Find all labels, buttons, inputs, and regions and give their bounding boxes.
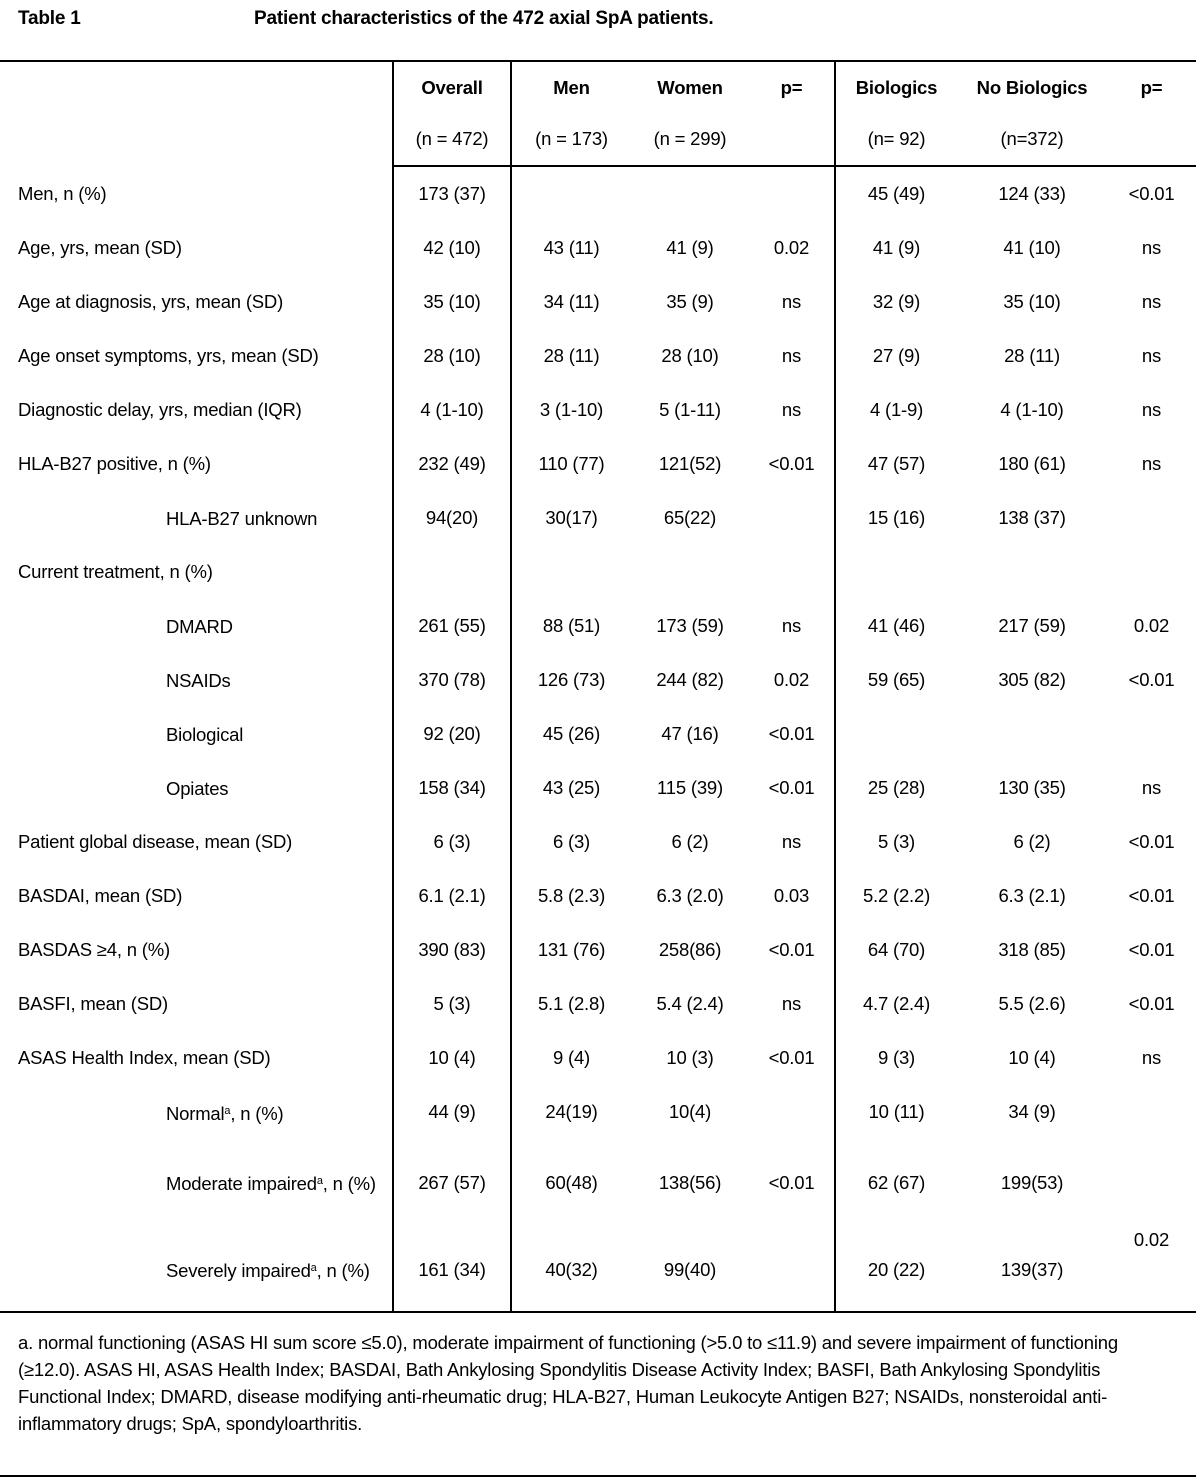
table-cell: 43 (11) (511, 221, 631, 275)
row-label (0, 1226, 393, 1313)
table-cell: 5.2 (2.2) (835, 869, 957, 923)
table-cell: 318 (85) (998, 939, 1066, 960)
table-cell: <0.01 (768, 723, 815, 744)
table-cell: 6.3 (2.0) (656, 885, 724, 906)
column-header: Men (511, 62, 631, 113)
table-cell: 10 (11) (835, 1085, 957, 1139)
table-cell: 34 (9) (1008, 1101, 1056, 1122)
table-cell: 121(52) (658, 453, 722, 474)
header-blank (0, 62, 393, 113)
table-cell: 15 (16) (835, 491, 957, 545)
table-cell: 138 (37) (998, 507, 1066, 528)
table-cell: 5 (3) (393, 977, 511, 1031)
table-row (0, 1085, 1196, 1139)
row-label: Men, n (%) (18, 182, 107, 204)
table-cell: 158 (34) (393, 761, 511, 815)
table-cell (511, 545, 631, 599)
table-cell: ns (1141, 345, 1162, 366)
footnote-marker: a (316, 1175, 323, 1187)
table-cell (957, 707, 1107, 761)
table-row (0, 1139, 1196, 1226)
table-cell: 173 (37) (393, 166, 511, 221)
row-label-part: Moderate impaired (166, 1173, 317, 1194)
column-n: (n= 92) (835, 113, 957, 166)
table-cell: 28 (11) (511, 329, 631, 383)
table-row (0, 707, 1196, 761)
table-cell: ns (781, 399, 802, 420)
table-row (0, 491, 1196, 545)
table-cell: 45 (26) (511, 707, 631, 761)
table-row (0, 653, 1196, 707)
row-label: BASDAI, mean (SD) (18, 885, 183, 906)
table-cell: 124 (33) (998, 183, 1066, 204)
table-cell: 28 (10) (393, 329, 511, 383)
table-cell (835, 545, 957, 599)
row-label: Age at diagnosis, yrs, mean (SD) (18, 291, 284, 312)
table-cell (1107, 545, 1196, 599)
table-cell: 41 (10) (1003, 237, 1061, 258)
table-cell: 4 (1-10) (1000, 399, 1064, 420)
table-cell: 88 (51) (511, 599, 631, 653)
table-cell: 5 (3) (835, 815, 957, 869)
column-header: No Biologics (976, 76, 1088, 98)
table-row (0, 437, 1196, 491)
table-cell: <0.01 (1128, 831, 1175, 852)
table-cell: 5.5 (2.6) (998, 993, 1066, 1014)
table-cell: 43 (25) (511, 761, 631, 815)
table-cell: ns (781, 291, 802, 312)
table-cell: ns (781, 831, 802, 852)
table-cell (511, 166, 631, 221)
table-cell: 5.1 (2.8) (511, 977, 631, 1031)
patient-characteristics-table (0, 62, 1196, 1313)
table-cell: 131 (76) (511, 923, 631, 977)
row-label: Patient global disease, mean (SD) (18, 831, 293, 852)
table-cell: 92 (20) (393, 707, 511, 761)
table-cell (835, 707, 957, 761)
table-cell: <0.01 (1128, 669, 1175, 690)
table-cell: 35 (9) (666, 291, 714, 312)
row-label-part: , n (%) (230, 1102, 284, 1124)
table-cell: 94(20) (393, 491, 511, 545)
column-header: p= (780, 76, 803, 98)
table-cell: 41 (9) (666, 237, 714, 258)
table-number: Table 1 (18, 8, 81, 29)
table-cell: ns (781, 993, 802, 1014)
column-n (749, 113, 835, 166)
table-cell (749, 1226, 835, 1313)
table-cell (1107, 707, 1196, 761)
row-label: Age, yrs, mean (SD) (18, 237, 182, 258)
table-cell: 28 (11) (1004, 345, 1060, 366)
table-cell: 44 (9) (393, 1085, 511, 1139)
table-cell: <0.01 (1128, 993, 1175, 1014)
footnote-bottom-rule (0, 1475, 1196, 1477)
table-cell: 9 (3) (835, 1031, 957, 1085)
header-row (0, 62, 1196, 113)
table-cell: 126 (73) (511, 653, 631, 707)
table-cell: ns (1141, 291, 1162, 312)
table-row (0, 923, 1196, 977)
p-value-cell: 0.02 (1133, 1229, 1170, 1250)
column-n (1107, 113, 1196, 166)
header-row (0, 113, 1196, 166)
row-label: Current treatment, n (%) (18, 561, 213, 582)
footnote-marker: a (310, 1262, 317, 1274)
table-cell: ns (1141, 399, 1162, 420)
table-cell: ns (781, 345, 802, 366)
table-cell: 267 (57) (393, 1139, 511, 1226)
table-cell: 115 (39) (657, 777, 723, 798)
table-cell (749, 545, 835, 599)
row-label-part: Normal (166, 1102, 225, 1124)
table-cell: 138(56) (658, 1171, 722, 1193)
table-row (0, 869, 1196, 923)
table-cell: 0.02 (773, 669, 810, 690)
table-cell: 35 (10) (1003, 291, 1061, 312)
table-row (0, 329, 1196, 383)
table-row (0, 545, 1196, 599)
header-blank (0, 113, 393, 166)
table-cell: 41 (9) (835, 221, 957, 275)
table-row (0, 1226, 1196, 1313)
row-label: HLA-B27 positive, n (%) (18, 453, 211, 474)
table-title: Patient characteristics of the 472 axial SpA patients. (254, 8, 714, 29)
table-row (0, 275, 1196, 329)
table-cell: 180 (61) (998, 453, 1066, 474)
table-cell: 27 (9) (835, 329, 957, 383)
table-cell: 9 (4) (511, 1031, 631, 1085)
row-label: ASAS Health Index, mean (SD) (18, 1047, 271, 1068)
table-cell: 370 (78) (393, 653, 511, 707)
table-cell (631, 166, 749, 221)
table-cell: 139(37) (1000, 1258, 1064, 1280)
table-cell: 60(48) (511, 1139, 631, 1226)
row-label: DMARD (166, 615, 233, 637)
table-cell: 24(19) (511, 1085, 631, 1139)
table-cell: 258(86) (658, 939, 722, 960)
table-cell: 4 (1-10) (393, 383, 511, 437)
table-cell: 390 (83) (393, 923, 511, 977)
row-label (0, 1139, 393, 1226)
table-cell: 6 (2) (1013, 831, 1051, 852)
table-cell: 99(40) (663, 1258, 717, 1280)
footnote-marker: a (224, 1104, 231, 1117)
table-cell: ns (1141, 777, 1162, 798)
table-cell (749, 491, 835, 545)
table-cell: 5.8 (2.3) (511, 869, 631, 923)
table-cell: 25 (28) (835, 761, 957, 815)
table-cell: 5 (1-11) (659, 399, 721, 420)
table-row (0, 166, 1196, 221)
table-cell: 6 (3) (511, 815, 631, 869)
table-cell: 6 (3) (393, 815, 511, 869)
column-header: Overall (393, 62, 511, 113)
table-cell: <0.01 (768, 453, 815, 474)
table-cell: 199(53) (1000, 1171, 1064, 1193)
row-label: BASFI, mean (SD) (18, 993, 168, 1014)
table-cell: 59 (65) (835, 653, 957, 707)
table-cell: ns (1141, 1047, 1162, 1068)
table-row (0, 1031, 1196, 1085)
footnote: a. normal functioning (ASAS HI sum score ≤5.0), moderate impairment of functioning (>5.0 to ≤11.9) and severe impairment of functioning (≥12.0). ASAS HI, ASAS Health Index; BASDAI, Bath Ankylosing Spondylitis Disease Activity Index; BASFI, Bath Ankylosing Spondylitis Functional Index; DMARD, disease modifying anti-rheumatic drug; HLA-B27, Human Leukocyte Antigen B27; NSAIDs, nonsteroidal anti-inflammatory drugs; SpA, spondyloarthritis. (18, 1332, 1118, 1434)
table-cell (749, 166, 835, 221)
table-cell: 62 (67) (835, 1139, 957, 1226)
table-cell: 161 (34) (393, 1226, 511, 1313)
row-label: Diagnostic delay, yrs, median (IQR) (18, 399, 302, 420)
table-cell: 20 (22) (835, 1226, 957, 1313)
table-cell: <0.01 (768, 777, 815, 798)
table-cell: 35 (10) (393, 275, 511, 329)
table-cell: 40(32) (511, 1226, 631, 1313)
row-label: NSAIDs (166, 669, 231, 691)
table-cell: 32 (9) (835, 275, 957, 329)
table-cell: 10 (3) (666, 1047, 714, 1068)
table-cell: 130 (35) (998, 777, 1066, 798)
table-cell (749, 1085, 835, 1139)
table-cell (957, 545, 1107, 599)
row-label-part: , n (%) (316, 1260, 370, 1281)
table-cell: ns (1141, 237, 1162, 258)
column-n: (n = 472) (393, 113, 511, 166)
table-cell: <0.01 (768, 1047, 815, 1068)
table-row (0, 599, 1196, 653)
column-header: p= (1140, 76, 1163, 98)
table-cell: 42 (10) (393, 221, 511, 275)
column-header: Women (657, 76, 723, 98)
table-cell: 34 (11) (511, 275, 631, 329)
table-cell: 28 (10) (661, 345, 719, 366)
table-cell (1107, 491, 1196, 545)
table-cell: 110 (77) (511, 437, 631, 491)
row-label: Opiates (166, 777, 229, 799)
table-cell: <0.01 (768, 1171, 815, 1193)
row-label: HLA-B27 unknown (166, 507, 318, 529)
table-cell: <0.01 (1128, 183, 1175, 204)
table-cell: 47 (57) (835, 437, 957, 491)
table-cell: 65(22) (663, 507, 717, 528)
table-cell (1107, 1085, 1196, 1139)
column-n: (n=372) (957, 113, 1107, 166)
column-n: (n = 173) (511, 113, 631, 166)
table-cell: 3 (1-10) (511, 383, 631, 437)
table-cell: 4 (1-9) (835, 383, 957, 437)
row-label: Age onset symptoms, yrs, mean (SD) (18, 345, 319, 366)
table-cell: ns (1141, 453, 1162, 474)
table-cell: 0.02 (1133, 615, 1170, 636)
table-cell: 305 (82) (998, 669, 1066, 690)
table-cell: 6.3 (2.1) (998, 885, 1066, 906)
table-row (0, 383, 1196, 437)
table-cell: 10 (4) (1008, 1047, 1056, 1068)
table-cell: 261 (55) (393, 599, 511, 653)
row-label-part: , n (%) (322, 1173, 376, 1194)
table-cell: 6 (2) (671, 831, 709, 852)
table-cell: <0.01 (1128, 885, 1175, 906)
table-cell: 47 (16) (661, 723, 719, 744)
table-cell: 4.7 (2.4) (835, 977, 957, 1031)
table-row (0, 221, 1196, 275)
table-cell: 45 (49) (835, 166, 957, 221)
row-label-part: Severely impaired (166, 1260, 311, 1281)
table-cell: <0.01 (768, 939, 815, 960)
table-row (0, 815, 1196, 869)
table-cell: 30(17) (511, 491, 631, 545)
table-row (0, 761, 1196, 815)
table-cell: 173 (59) (656, 615, 724, 636)
column-n: (n = 299) (631, 113, 749, 166)
table-cell: ns (781, 615, 802, 636)
table-cell: 64 (70) (835, 923, 957, 977)
table-bottom-rule (0, 1311, 1196, 1313)
table-cell: <0.01 (1128, 939, 1175, 960)
table-cell: 10(4) (668, 1101, 712, 1122)
table-cell: 41 (46) (835, 599, 957, 653)
row-label: BASDAS ≥4, n (%) (18, 939, 170, 960)
table-cell: 217 (59) (998, 615, 1066, 636)
table-cell: 0.03 (773, 885, 810, 906)
table-cell (631, 545, 749, 599)
table-cell: 232 (49) (393, 437, 511, 491)
table-cell: 10 (4) (393, 1031, 511, 1085)
row-label: Biological (166, 723, 244, 745)
row-label (0, 1085, 393, 1139)
table-cell: 5.4 (2.4) (656, 993, 724, 1014)
table-cell (393, 545, 511, 599)
table-row (0, 977, 1196, 1031)
table-cell: 244 (82) (656, 669, 724, 690)
table-cell: 6.1 (2.1) (393, 869, 511, 923)
table-cell: 0.02 (773, 237, 810, 258)
column-header: Biologics (835, 62, 957, 113)
